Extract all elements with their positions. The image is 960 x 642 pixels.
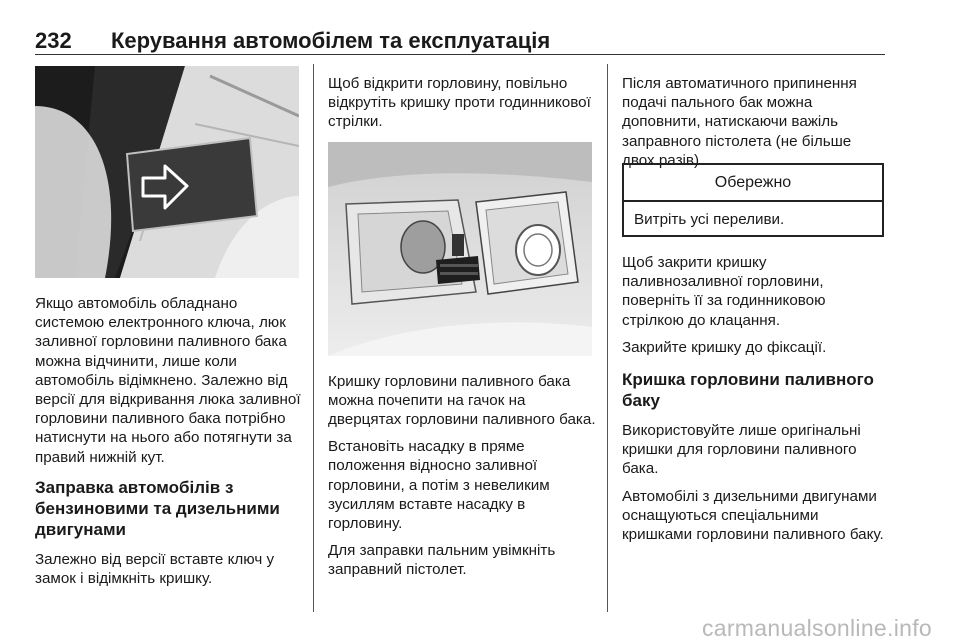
column-divider-1 <box>313 64 314 612</box>
paragraph: Щоб закрити кришку паливнозаливної горловини, поверніть її за годинниковою стрілкою до клацання. <box>622 254 826 329</box>
watermark: carmanualsonline.info <box>701 615 932 641</box>
caution-box <box>622 163 884 237</box>
paragraph: Кришку горловини паливного бака можна почепити на гачок на дверцятах горловини паливного бака. <box>328 372 596 429</box>
caution-text: Витріть усі переливи. <box>634 211 785 228</box>
fuel-door-arrow-icon <box>127 138 257 231</box>
caution-title: Обережно <box>624 165 882 202</box>
page-number: 232 <box>35 28 72 53</box>
column-divider-2 <box>607 64 608 612</box>
section-heading: Заправка автомобілів з бензиновими та дизельними двигунами <box>35 477 280 539</box>
fuel-door-illustration <box>35 66 299 278</box>
paragraph: Якщо автомобіль обладнано системою електронного ключа, люк заливної горловини паливного бака можна відчинити, лише коли автомобіль відімкнено. Залежно від версії для відкривання люка заливної горловини паливного бака потрібно натиснути на нього або потягнути за правий нижній кут. <box>35 295 301 466</box>
paragraph: Для заправки пальним увімкніть заправний пістолет. <box>328 542 556 579</box>
column-2 <box>328 74 598 588</box>
paragraph: Встановіть насадку в пряме положення відносно заливної горловини, а потім з невеликим зусиллям вставте насадку в горловину. <box>328 438 550 533</box>
paragraph: Закрийте кришку до фіксації. <box>622 338 827 356</box>
column-3-lower <box>622 253 888 552</box>
section-heading: Кришка горловини паливного баку <box>622 370 874 411</box>
paragraph: Використовуйте лише оригінальні кришки для горловини паливного бака. <box>622 422 861 478</box>
column-1 <box>35 66 301 596</box>
paragraph: Автомобілі з дизельними двигунами оснащуються спеціальними кришками горловини паливного баку. <box>622 487 884 544</box>
fuel-cap-hook-illustration <box>328 142 592 356</box>
paragraph: Залежно від версії вставте ключ у замок і відімкніть кришку. <box>35 550 275 588</box>
paragraph: Після автоматичного припинення подачі пального бак можна доповнити, натискаючи важіль заправного пістолета (не більше двох разів). <box>622 75 857 169</box>
paragraph: Щоб відкрити горловину, повільно відкрутіть кришку проти годинникової стрілки. <box>328 75 591 131</box>
header-divider <box>35 54 885 55</box>
page-title: Керування автомобілем та експлуатація <box>111 28 551 53</box>
page-header <box>35 28 885 54</box>
